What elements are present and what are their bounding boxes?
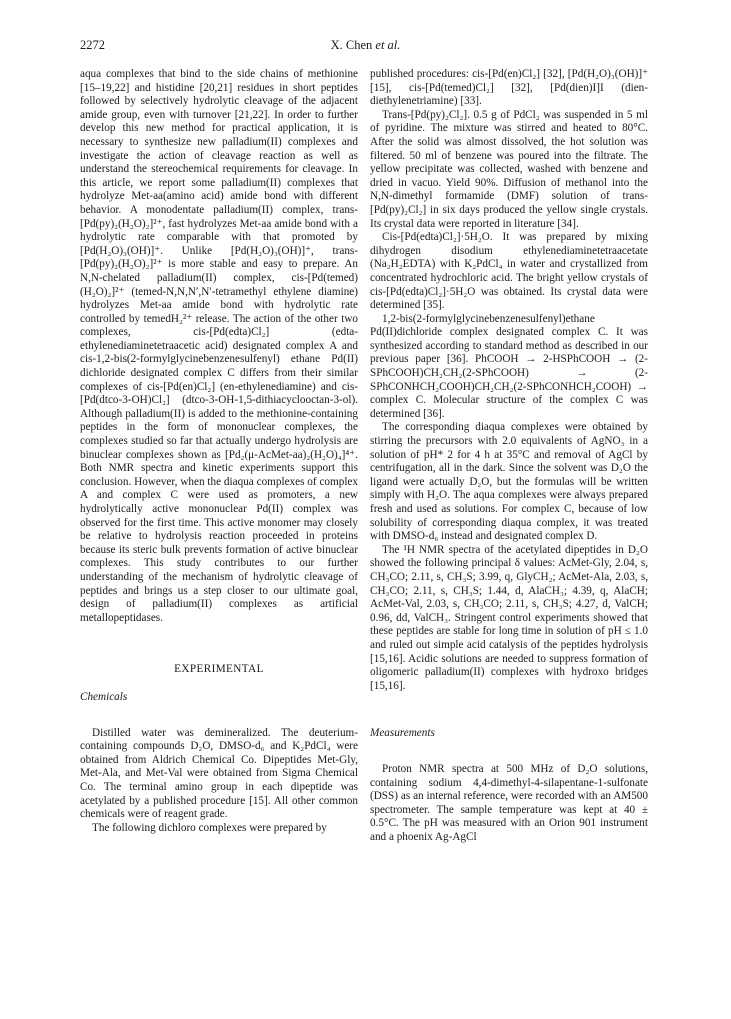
diaqua-paragraph: The corresponding diaqua complexes were obtained by stirring the precursors with 2.0 equivalents of AgNO₃ in a solution of pH* 2 for 4 h at 35°C and removal of AgCl by centrifugation, all in the dark. Since the solvent was D₂O the ligand were actually D₂O, but the formulas will be written simply with H₂O. The aqua complexes were always prepared fresh and used as solutions. For complex C, because of low solubility of corresponding diaqua complex, it was treated with DMSO-d₆ instead and designated complex D. — [370, 421, 648, 543]
running-title — [80, 38, 651, 53]
subsection-heading-chemicals: Chemicals — [80, 690, 128, 703]
measurements-paragraph: Proton NMR spectra at 500 MHz of D₂O solutions, containing sodium 4,4-dimethyl-4-silapentane-1-sulfonate (DSS) as an internal reference, were recorded with an AM500 spectrometer. The sample temperature was kept at 40 ± 0.5°C. The pH was measured with an Orion 901 instrument and a phoenix Ag-AgCl — [370, 762, 648, 843]
intro-paragraph: aqua complexes that bind to the side chains of methionine [15–19,22] and histidine [20,21] residues in short peptides followed by selectively hydrolytic cleavage of the adjacent amide group, even with turnover [21,22]. In order to further develop this new method for practical application, it is necessary to synthesize new palladium(II) complexes and investigate the action of cleavage reaction as well as understand the stereochemical requirements for cleavage. In this article, we report some palladium(II) complexes that hydrolyze Met-aa(amino acid) amide bond with different behavior. A monodentate palladium(II) complex, trans-[Pd(py)₂(H₂O)₂]²⁺, fast hydrolyzes Met-aa amide bond with a hydrolytic rate comparable with that promoted by [Pd(H₂O)₃(OH)]⁺. Unlike [Pd(H₂O)₃(OH)]⁺, trans-[Pd(py)₂(H₂O)₂]²⁺ is more stable and easy to prepare. An N,N-chelated palladium(II) complex, cis-[Pd(temed)(H₂O)₂]²⁺ (temed-N,N,N′,N′-tetramethyl ethylene diamine) hydrolyzes Met-aa amide bond with hydrolytic rate controlled by temedH₂²⁺ release. The action of the other two complexes, cis-[Pd(edta)Cl₂] (edta-ethylenediaminetetraacetic acid) designated complex A and cis-1,2-bis(2-formylglycinebenzenesulfenyl) ethane Pd(II) dichloride designated complex C differs from their similar complexes of cis-[Pd(en)Cl₂] (en-ethylenediamine) and cis-[Pd(dtco-3-OH)Cl₂] (dtco-3-OH-1,5-dithiacyclooctan-3-ol). Although palladium(II) is added to the methionine-containing peptides in the form of mononuclear complexes, the complexes studied so far that actually undergo hydrolysis are binuclear complexes shown as [Pd₂(μ-AcMet-aa)₂(H₂O)₄]⁴⁺. Both NMR spectra and kinetic experiments support this conclusion. However, when the diaqua complexes of complex A and complex C were used as promoters, a new hydrolytically active mononuclear Pd(II) complex was observed for the first time. This active monomer may closely be relative to hydrolysis reaction proceeded in proteins because its steric bulk prevents formation of active binuclear complexes. This study contributes to our further understanding of the mechanism of hydrolytic cleavage of peptides and brings us a step closer to our ultimate goal, design of palladium(II) complexes as artificial metallopeptidases. — [80, 68, 358, 624]
complex-c-paragraph: 1,2-bis(2-formylglycinebenzenesulfenyl)ethane Pd(II)dichloride complex designated complex C. It was synthesized according to standard method as described in our previous paper [36]. PhCOOH → 2-HSPhCOOH → (2-SPhCOOH)CH₂CH₂(2-SPhCOOH) → (2-SPhCONHCH₂COOH)CH₂CH₂(2-SPhCONHCH₂COOH) → complex C. Molecular structure of the complex C was determined [36]. — [370, 312, 648, 420]
running-title-etal: et al. — [375, 38, 401, 52]
running-title-author: X. Chen — [330, 38, 373, 52]
page-header — [80, 38, 651, 58]
left-column — [80, 68, 358, 835]
procedures-paragraph: published procedures: cis-[Pd(en)Cl₂] [32], [Pd(H₂O)₃(OH)]⁺ [15], cis-[Pd(temed)Cl₂] [32], [Pd(dien)I]I (dien-diethylenetriamine) [33]. — [370, 68, 648, 108]
chemicals-paragraph: Distilled water was demineralized. The deuterium-containing compounds D₂O, DMSO-d₆ and K₂PdCl₄ were obtained from Aldrich Chemical Co. Dipeptides Met-Gly, Met-Ala, and Met-Val were obtained from Sigma Chemical Co. The terminal amino group in each dipeptide was acetylated by a published procedure [15]. All other common chemicals were of reagent grade. — [80, 726, 358, 821]
dichloro-intro-paragraph: The following dichloro complexes were prepared by — [92, 821, 327, 834]
section-heading-experimental: EXPERIMENTAL — [174, 663, 264, 676]
right-column — [370, 68, 648, 844]
cis-pd-edta-paragraph: Cis-[Pd(edta)Cl₂]·5H₂O. It was prepared by mixing dihydrogen disodium ethylenediaminetetraacetate (Na₂H₂EDTA) with K₂PdCl₄ in water and crystallized from concentrated hydrochloric acid. The bright yellow crystals of cis-[Pd(edta)Cl₂]·5H₂O was obtained. Its crystal data were determined [35]. — [370, 231, 648, 312]
nmr-spectra-paragraph: The ¹H NMR spectra of the acetylated dipeptides in D₂O showed the following principal δ values: AcMet-Gly, 2.04, s, CH₃CO; 2.11, s, CH₃S; 3.99, q, GlyCH₂; AcMet-Ala, 2.03, s, CH₃CO; 2.11, s, CH₃S; 1.44, d, AlaCH₃; 4.39, q, AlaCH; AcMet-Val, 2.03, s, CH₃CO; 2.11, s, CH₃S; 4.27, d, ValCH; 0.96, dd, ValCH₃. Stringent control experiments showed that these peptides are stable for long time in solution of pH ≤ 1.0 and ruled out simple acid catalysis of the peptides hydrolysis [15,16]. Acidic solutions are needed to suppress formation of oligomeric palladium(II) complexes with hydroxo bridges [15,16]. — [370, 543, 648, 692]
page-number: 2272 — [80, 38, 105, 52]
subsection-heading-measurements: Measurements — [370, 727, 435, 740]
trans-pd-py-paragraph: Trans-[Pd(py)₂Cl₂]. 0.5 g of PdCl₂ was suspended in 5 ml of pyridine. The mixture was stirred and heated to 80°C. After the solid was almost dissolved, the hot solution was filtered. 50 ml of benzene was poured into the filtrate. The yellow precipitate was collected, washed with benzene and dried in vacuo. Yield 90%. Diffusion of methanol into the N,N-dimethyl formamide (DMF) solution of trans-[Pd(py)₂Cl₂] in six days produced the yellow single crystals. Its crystal data were reported in literature [34]. — [370, 108, 648, 230]
